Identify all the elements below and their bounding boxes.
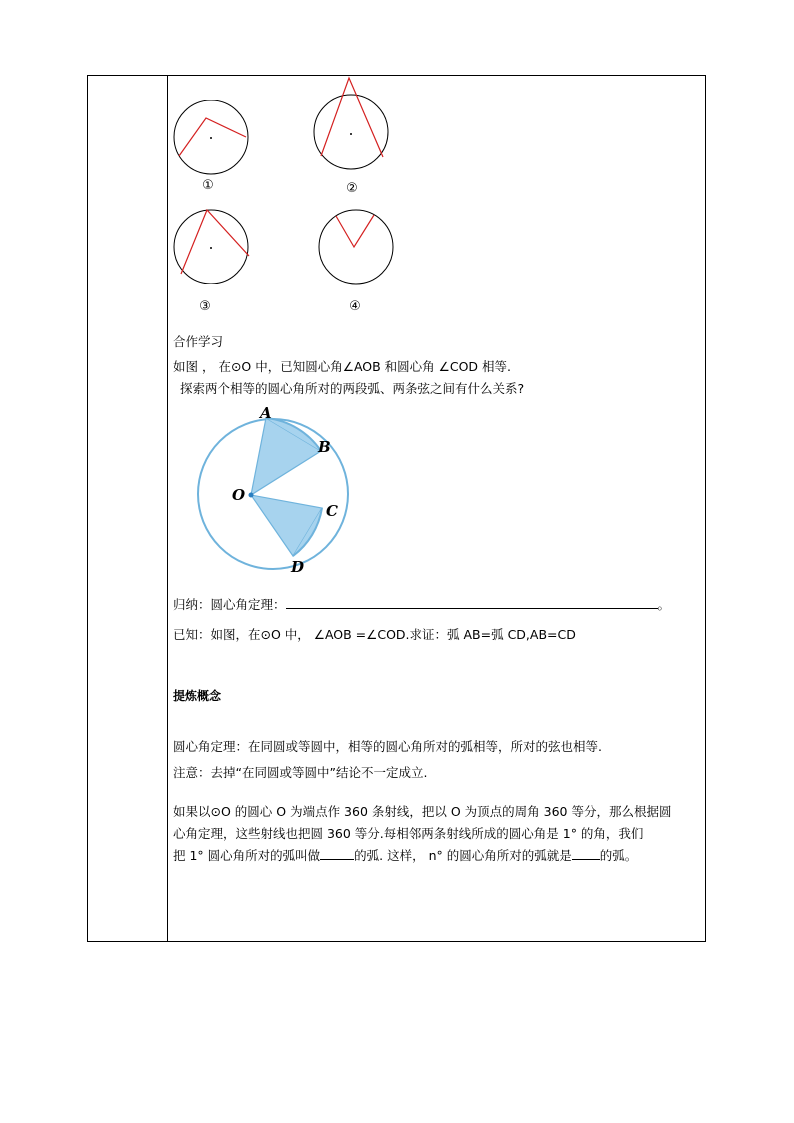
section-title-refine: 提炼概念 (173, 689, 222, 703)
theorem-text: 圆心角定理：在同圆或等圆中，相等的圆心角所对的弧相等，所对的弦也相等. (173, 739, 602, 754)
point-o-label: O (232, 486, 246, 504)
point-c-label: C (326, 502, 338, 520)
known-prove-line: 已知：如图，在⊙O 中， ∠AOB =∠COD.求证：弧 AB=弧 CD,AB=CD (173, 627, 576, 642)
figure-4 (316, 207, 398, 287)
coop-text-line1: 如图 ， 在⊙O 中，已知圆心角∠AOB 和圆心角 ∠COD 相等. (173, 359, 511, 374)
figure-2 (310, 76, 396, 176)
point-a-label: A (260, 404, 272, 422)
paragraph-line1: 如果以⊙O 的圆心 O 为端点作 360 条射线，把以 O 为顶点的周角 360 等分，那么根据圆 (173, 804, 672, 819)
column-divider (167, 76, 168, 941)
circle-sector-diagram (170, 400, 350, 580)
paragraph-line3-part3: 的弧。 (599, 848, 638, 863)
section-title-cooperative: 合作学习 (173, 334, 224, 349)
figure-4-label: ④ (349, 299, 361, 314)
figure-2-label: ② (346, 181, 358, 196)
induction-blank[interactable] (286, 597, 658, 609)
figure-3 (170, 208, 254, 284)
coop-text-line2: 探索两个相等的圆心角所对的两段弧、两条弦之间有什么关系? (180, 381, 525, 396)
note-text: 注意：去掉“在同圆或等圆中”结论不一定成立. (173, 765, 428, 780)
point-b-label: B (318, 438, 331, 456)
blank-1[interactable] (320, 848, 354, 860)
figure-3-label: ③ (199, 299, 211, 314)
paragraph-line2: 心角定理，这些射线也把圆 360 等分.每相邻两条射线所成的圆心角是 1° 的角，我们 (173, 826, 644, 841)
figure-1-label: ① (202, 178, 214, 193)
induction-end: 。 (657, 597, 671, 612)
paragraph-line3-part2: 的弧. 这样， n° 的圆心角所对的弧就是 (354, 848, 572, 863)
paragraph-line3 (173, 847, 637, 864)
figure-1 (170, 100, 254, 176)
induction-line (173, 596, 670, 613)
paragraph-line3-part1: 把 1° 圆心角所对的弧叫做 (173, 848, 321, 863)
blank-2[interactable] (572, 848, 600, 860)
point-d-label: D (291, 558, 305, 576)
induction-label: 归纳：圆心角定理： (173, 597, 286, 612)
